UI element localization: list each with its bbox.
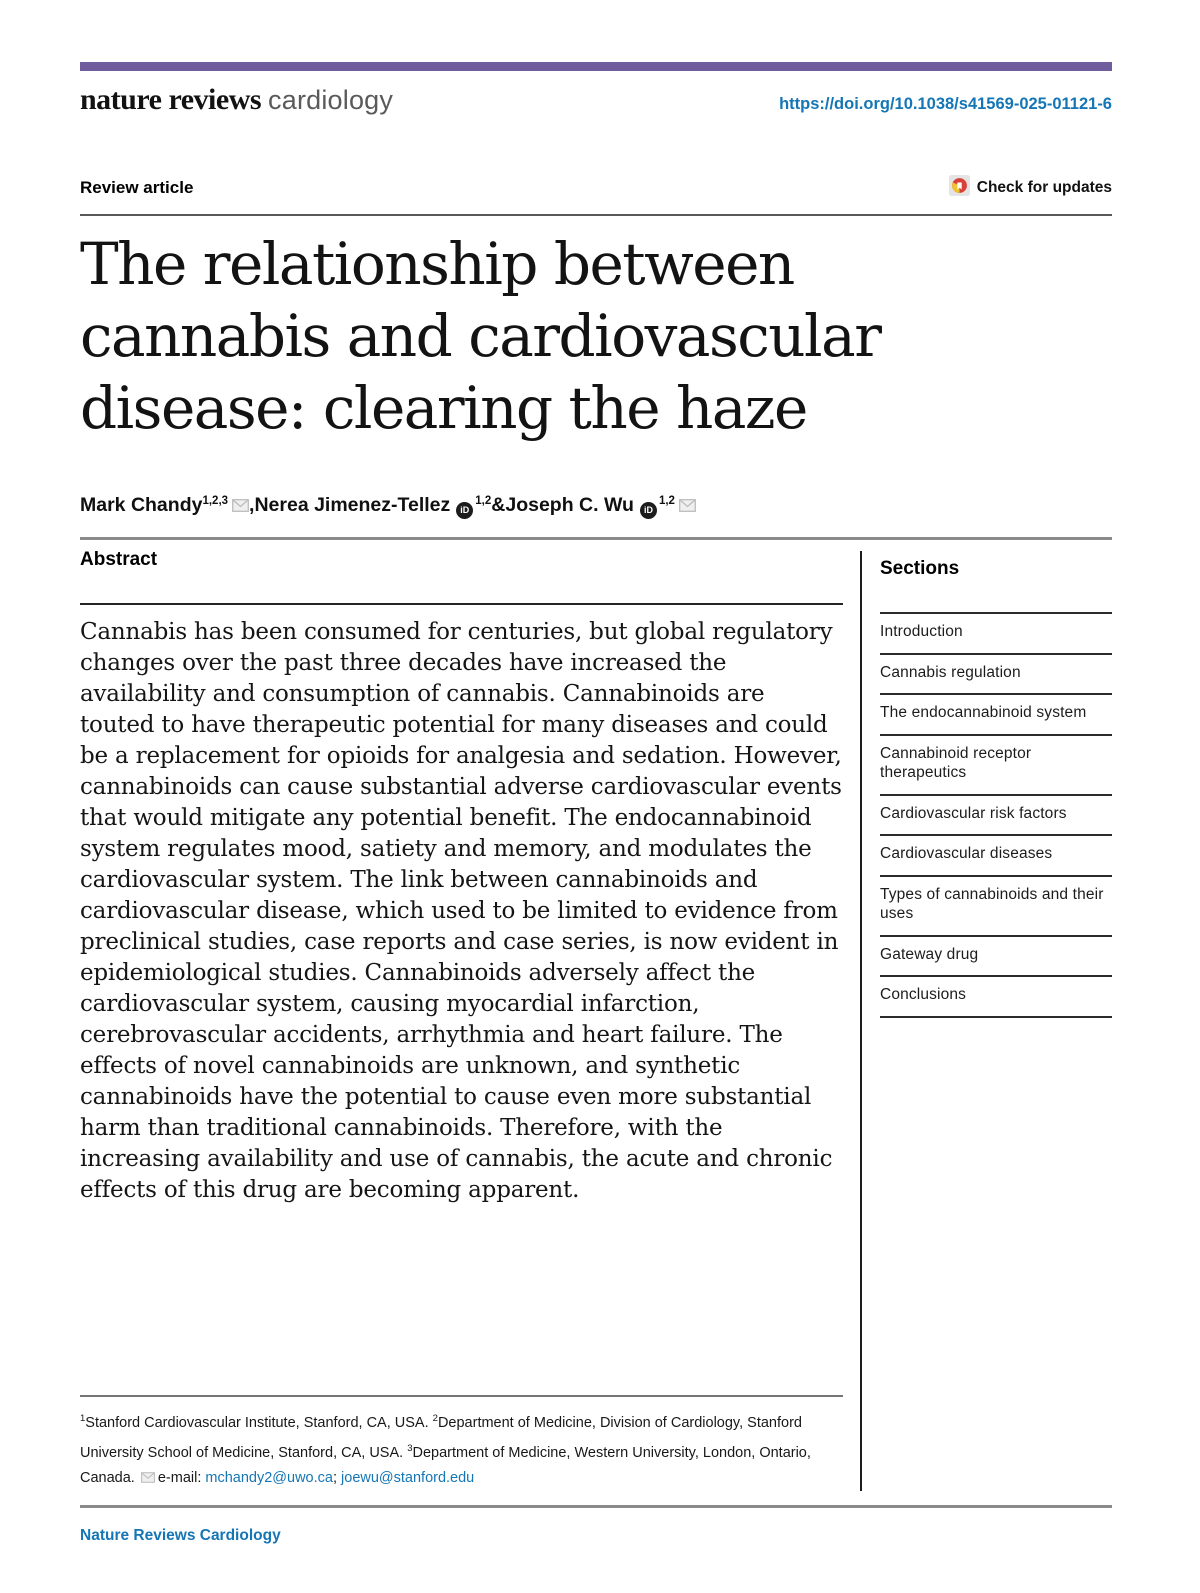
email-envelope-icon[interactable] [232,495,249,518]
check-for-updates-label: Check for updates [976,179,1112,196]
author-affiliation-superscript: 1,2,3 [202,495,229,507]
section-link-gateway-drug[interactable]: Gateway drug [880,935,1112,976]
divider [80,1505,1112,1508]
page-title [80,228,1112,444]
section-link-cannabinoid-receptor-therapeutics[interactable]: Cannabinoid receptor therapeutics [880,734,1112,794]
author-name: Joseph C. Wu [505,494,634,516]
author-separator: , [249,494,255,516]
journal-logo-bold: nature reviews [80,83,262,116]
journal-logo [80,83,393,117]
email-label: e-mail: [157,1470,206,1486]
affiliation-text: Stanford Cardiovascular Institute, Stanford, CA, USA. [85,1415,433,1432]
two-column-area [80,549,1112,1491]
section-link-conclusions[interactable]: Conclusions [880,975,1112,1018]
author-affiliation-superscript: 1,2 [658,495,675,507]
email-envelope-icon[interactable] [679,495,696,518]
title-line: disease: clearing the haze [80,374,807,442]
orcid-icon[interactable]: iD [456,502,473,519]
sections-list [880,612,1112,1018]
check-for-updates-link[interactable] [949,175,1112,201]
affiliations-footnote [80,1406,843,1491]
author-separator: & [491,494,506,516]
section-link-endocannabinoid-system[interactable]: The endocannabinoid system [880,693,1112,734]
title-line: cannabis and cardiovascular [80,302,881,370]
affiliation-number: 2 [432,1413,438,1425]
affiliation-text: Department of Medicine, Division of Cardiology, Stanford University School of Medicine, Stanford, CA, USA. [80,1415,802,1461]
affiliation-number: 1 [80,1413,86,1425]
email-separator: ; [332,1470,342,1486]
abstract-column [80,549,843,1206]
article-type-label: Review article [80,178,194,197]
section-link-cannabis-regulation[interactable]: Cannabis regulation [880,653,1112,694]
divider [80,603,843,605]
section-link-cardiovascular-risk-factors[interactable]: Cardiovascular risk factors [880,794,1112,835]
author-name: Nerea Jimenez-Tellez [254,494,451,516]
title-line: The relationship between [80,230,794,298]
section-link-types-of-cannabinoids[interactable]: Types of cannabinoids and their uses [880,875,1112,935]
divider [80,1395,843,1397]
abstract-heading: Abstract [80,549,158,570]
brand-accent-bar [80,62,1112,71]
affiliation-number: 3 [407,1443,413,1455]
author-affiliation-superscript: 1,2 [475,495,492,507]
footnote-block [80,1395,843,1491]
masthead [80,83,1112,117]
crossmark-icon [949,175,970,201]
orcid-icon[interactable]: iD [640,502,657,519]
affiliation-text: Department of Medicine, Western University, London, Ontario, Canada. [80,1445,811,1486]
email-link[interactable]: mchandy2@uwo.ca [205,1470,333,1486]
email-link[interactable]: joewu@stanford.edu [341,1470,475,1486]
journal-logo-light: cardiology [268,85,394,115]
footer-journal-name: Nature Reviews Cardiology [80,1527,281,1544]
sections-heading: Sections [880,558,960,579]
abstract-text: Cannabis has been consumed for centuries, but global regulatory changes over the past three decades have increased the availability and consumption of cannabis. Cannabinoids are touted to have therapeutic potential for many diseases and could be a replacement for opioids for analgesia and sedation. However, cannabinoids can cause substantial adverse cardiovascular events that would mitigate any potential benefit. The endocannabinoid system regulates mood, satiety and memory, and modulates the cardiovascular system. The link between cannabinoids and cardiovascular disease, which used to be limited to evidence from preclinical studies, case reports and case series, is now evident in epidemiological studies. Cannabinoids adversely affect the cardiovascular system, causing myocardial infarction, cerebrovascular accidents, arrhythmia and heart failure. The effects of novel cannabinoids are unknown, and synthetic cannabinoids have the potential to cause even more substantial harm than traditional cannabinoids. Therefore, with the increasing availability and use of cannabis, the acute and chronic effects of this drug are becoming apparent. [80,619,842,1203]
author-name: Mark Chandy [80,494,203,516]
section-link-introduction[interactable]: Introduction [880,612,1112,653]
section-link-cardiovascular-diseases[interactable]: Cardiovascular diseases [880,834,1112,875]
divider [80,214,1112,216]
doi-link[interactable]: https://doi.org/10.1038/s41569-025-01121-6 [779,95,1112,113]
email-envelope-icon [141,1471,155,1487]
divider [80,537,1112,540]
authors-line [80,494,1112,517]
column-divider [860,551,862,1491]
meta-row [80,175,1112,201]
sections-sidebar [880,549,1112,1018]
